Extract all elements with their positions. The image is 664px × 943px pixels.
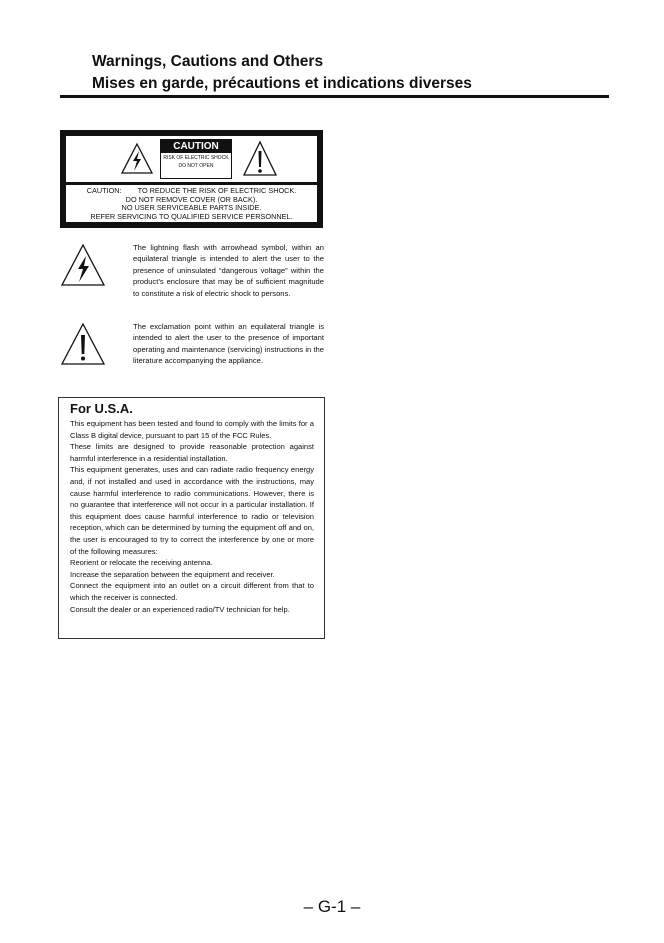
caution-line: DO NOT REMOVE COVER (OR BACK). [125, 194, 258, 204]
exclamation-triangle-icon [60, 322, 106, 366]
fcc-paragraph: This equipment has been tested and found to comply with the limits for a Class B digital device, pursuant to part 15 of the FCC Rules. [70, 419, 314, 440]
caution-label-line2: DO NOT OPEN [178, 163, 214, 169]
fcc-paragraph: This equipment generates, uses and can radiate radio frequency energy and, if not installed and used in accordance with the instructions, may cause harmful interference to radio communications. However, there is no guarantee that interference will not occur in a particular installation. If this equipment does cause harmful interference to radio or television reception, which can be determined by turning the equipment off and on, the user is encouraged to try to correct the interference by one or more of the following measures: [70, 465, 314, 556]
fcc-paragraph: Connect the equipment into an outlet on a circuit different from that to which the receiver is connected. [70, 581, 314, 602]
fcc-notice-box [58, 397, 325, 639]
exclamation-triangle-icon [242, 140, 278, 178]
caution-label-panel [66, 136, 317, 182]
page-title-french: Mises en garde, précautions et indications diverses [92, 75, 472, 92]
fcc-paragraph: These limits are designed to provide reasonable protection against harmful interference in a residential installation. [70, 442, 314, 463]
caution-box [60, 130, 323, 228]
lightning-symbol-description: The lightning flash with arrowhead symbol, within an equilateral triangle is intended to alert the user to the presence of uninsulated “dangerous voltage” within the product’s enclosure that may be of sufficient magnitude to constitute a risk of electric shock to persons. [133, 243, 324, 298]
title-rule [60, 95, 609, 98]
fcc-heading: For U.S.A. [70, 401, 133, 416]
caution-label [160, 139, 232, 179]
caution-line: CAUTION: TO REDUCE THE RISK OF ELECTRIC SHOCK. [86, 186, 297, 195]
fcc-paragraph: Consult the dealer or an experienced radio/TV technician for help. [70, 604, 290, 614]
lightning-triangle-icon [60, 243, 106, 287]
caution-label-line1: RISK OF ELECTRIC SHOCK [163, 155, 229, 161]
exclamation-symbol-description: The exclamation point within an equilateral triangle is intended to alert the user to the presence of important operating and maintenance (servicing) instructions in the literature accompanying the appliance. [133, 322, 324, 366]
page-number: – G-1 – [303, 897, 361, 916]
page-title-english: Warnings, Cautions and Others [92, 53, 324, 70]
caution-line: NO USER SERVICEABLE PARTS INSIDE. [121, 203, 262, 213]
lightning-triangle-icon [120, 142, 154, 176]
caution-label-title: CAUTION [161, 140, 231, 153]
fcc-paragraph: Reorient or relocate the receiving antenna. [70, 558, 213, 568]
fcc-paragraph: Increase the separation between the equipment and receiver. [70, 569, 275, 579]
caution-text [66, 185, 317, 222]
caution-line: REFER SERVICING TO QUALIFIED SERVICE PERSONNEL. [90, 211, 293, 221]
